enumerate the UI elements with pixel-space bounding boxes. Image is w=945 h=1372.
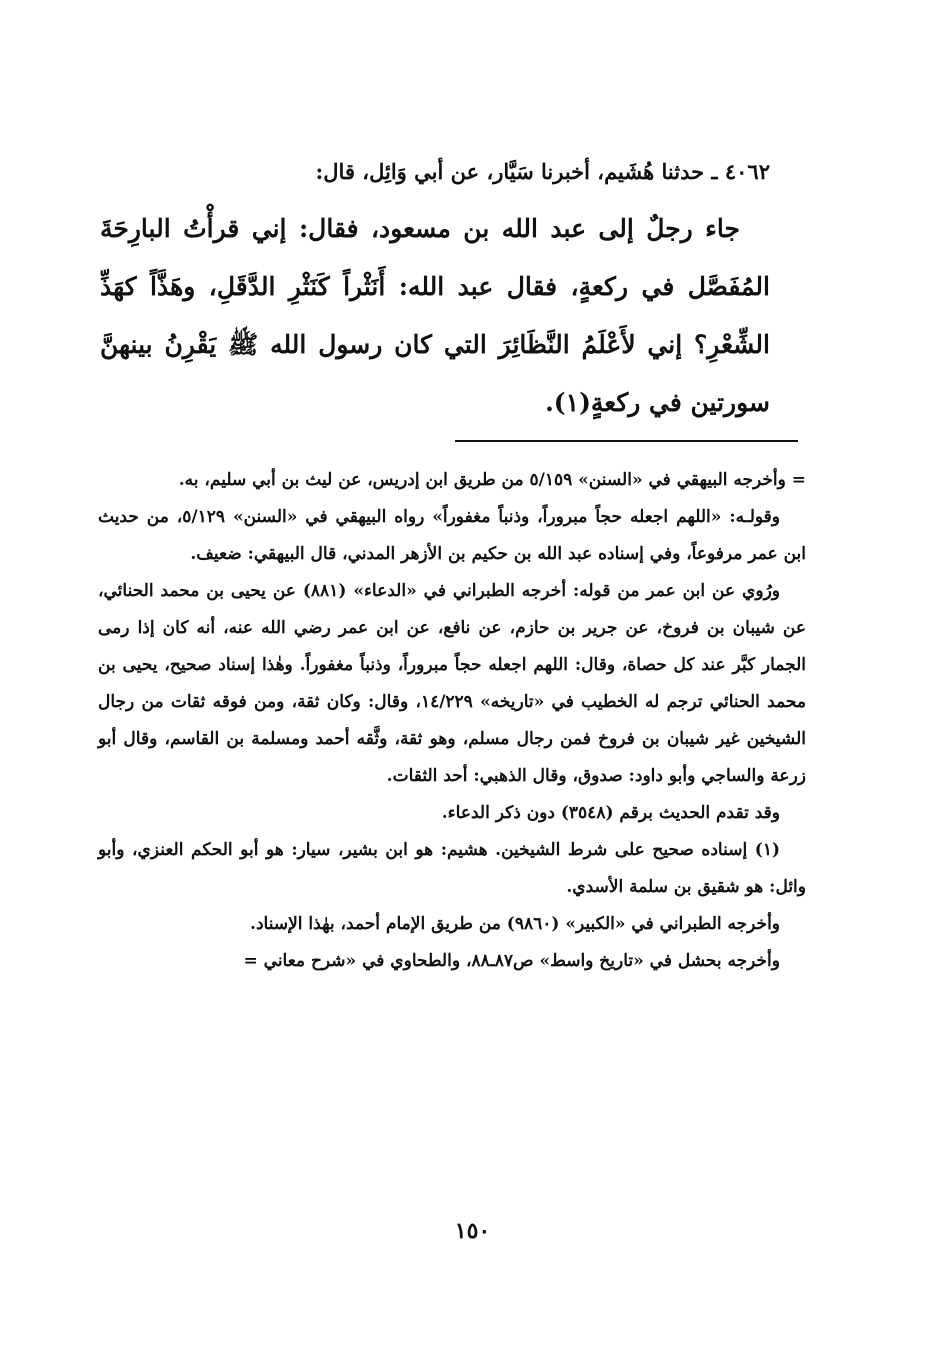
footnote-paragraph: وأخرجه بحشل في «تاريخ واسط» ص٨٧ـ٨٨، والطحاوي في «شرح معاني = bbox=[243, 951, 780, 971]
footnotes bbox=[98, 462, 806, 980]
footnote-paragraph: وأخرجه الطبراني في «الكبير» (٩٨٦٠) من طريق الإمام أحمد، بهٰذا الإسناد. bbox=[250, 914, 780, 934]
hadith-text: جاء رجلٌ إلى عبد الله بن مسعود، فقال: إني قرأْتُ البارِحَةَ المُفَصَّل في ركعةٍ، فقال عبد الله: أَنَثْراً كَنَثْرِ الدَّقَلِ، وهَذَّاً كهَذِّ الشِّعْرِ؟ إني لأَعْلَمُ النَّظَائِرَ التي كان رسول الله ﷺ يَقْرِنُ بينهنَّ سورتين في ركعةٍ(١). bbox=[100, 214, 770, 417]
footnote-1: (١) إسناده صحيح على شرط الشيخين. هشيم: هو ابن بشير، سيار: هو أبو الحكم العنزي، وأبو وائل: هو شقيق بن سلمة الأسدي. bbox=[98, 840, 806, 897]
footnote-paragraph: وقولـه: «اللهم اجعله حجاً مبروراً، وذنباً مغفوراً» رواه البيهقي في «السنن» ٥/١٢٩، من حديث ابن عمر مرفوعاً، وفي إسناده عبد الله بن حكيم بن الأزهر المدني، قال البيهقي: ضعيف. bbox=[98, 507, 806, 564]
footnote-paragraph: وقد تقدم الحديث برقم (٣٥٤٨) دون ذكر الدعاء. bbox=[441, 803, 780, 823]
hadith-block bbox=[100, 150, 770, 432]
footnote-separator bbox=[455, 440, 798, 442]
footnote-paragraph: ورُوي عن ابن عمر من قوله: أخرجه الطبراني في «الدعاء» (٨٨١) عن يحيى بن محمد الحنائي، عن شيبان بن فروخ، عن جرير بن حازم، عن نافع، عن ابن عمر رضي الله عنه، أنه كان إذا رمى الجمار كبَّر عند كل حصاة، وقال: اللهم اجعله حجاً مبروراً، وذنباً مغفوراً. وهٰذا إسناد صحيح، يحيى بن محمد الحنائي ترجم له الخطيب في «تاريخه» ١٤/٢٢٩، وقال: وكان ثقة، ومن فوقه ثقات من رجال الشيخين غير شيبان بن فروخ فمن رجال مسلم، وهو ثقة، وثَّقه أحمد ومسلمة بن القاسم، وقال أبو زرعة والساجي وأبو داود: صدوق، وقال الذهبي: أحد الثقات. bbox=[98, 581, 806, 786]
footnote-continuation: = وأخرجه البيهقي في «السنن» ٥/١٥٩ من طريق ابن إدريس، عن ليث بن أبي سليم، به. bbox=[178, 470, 806, 490]
hadith-header: ٤٠٦٢ ـ حدثنا هُشَيم، أخبرنا سَيَّار، عن أبي وَائِل، قال: bbox=[315, 159, 770, 184]
page-number: ١٥٠ bbox=[454, 1218, 491, 1244]
